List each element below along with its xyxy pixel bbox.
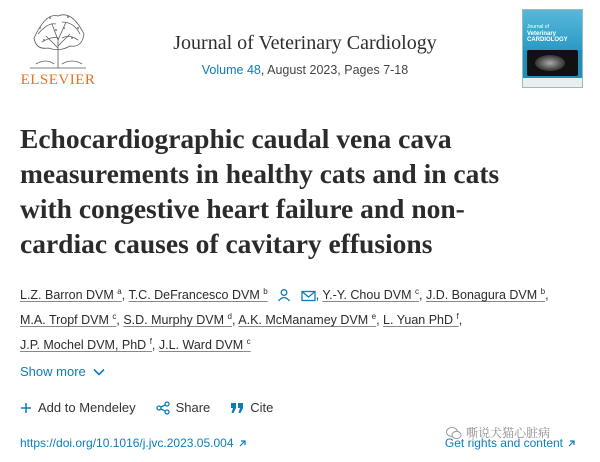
- article-actions: [20, 400, 273, 415]
- journal-title[interactable]: Journal of Veterinary Cardiology: [173, 32, 437, 54]
- author-link[interactable]: J.L. Ward DVM $^c$: [158, 337, 251, 353]
- cover-line2: Veterinary CARDIOLOGY: [527, 31, 568, 43]
- author-line: L.Z. Barron DVM $^a$, T.C. DeFrancesco DVM $^b$ , Y.-Y. Chou DVM $^c$, J.D. Bonagura DVM $^b$,: [20, 287, 549, 303]
- cover-header: [523, 10, 582, 50]
- envelope-icon[interactable]: [301, 290, 316, 302]
- share-button[interactable]: [156, 400, 211, 415]
- elsevier-tree-logo-icon: [26, 8, 90, 70]
- title-line: with congestive heart failure and non-: [20, 193, 465, 224]
- author-link[interactable]: L.Z. Barron DVM $^a$: [20, 287, 122, 303]
- show-more-label: Show more: [20, 364, 86, 379]
- add-to-mendeley-button[interactable]: [20, 400, 136, 415]
- mendeley-label: Add to Mendeley: [38, 400, 136, 415]
- author-link[interactable]: J.P. Mochel DVM, PhD $^f$: [20, 337, 152, 353]
- get-rights-link[interactable]: [445, 436, 576, 450]
- external-link-icon: [238, 439, 247, 448]
- cover-image: [527, 50, 578, 76]
- author-link[interactable]: T.C. DeFrancesco DVM $^b$: [128, 287, 268, 303]
- author-line: J.P. Mochel DVM, PhD $^f$, J.L. Ward DVM $^c$: [20, 337, 251, 353]
- article-title: [20, 121, 585, 261]
- chevron-down-icon: [92, 367, 106, 377]
- doi-text: https://doi.org/10.1016/j.jvc.2023.05.004: [20, 436, 234, 450]
- show-more-button[interactable]: [20, 364, 106, 379]
- title-line: measurements in healthy cats and in cats: [20, 158, 500, 189]
- title-line: cardiac causes of cavitary effusions: [20, 228, 433, 259]
- issue-details: , August 2023, Pages 7-18: [260, 63, 409, 77]
- doi-link[interactable]: [20, 436, 247, 450]
- cover-footer: [523, 78, 582, 88]
- rights-text: Get rights and content: [444, 436, 563, 450]
- volume-link[interactable]: Volume 48: [201, 63, 261, 77]
- author-link[interactable]: L. Yuan PhD $^f$: [383, 312, 459, 328]
- journal-cover-thumbnail[interactable]: [522, 9, 583, 88]
- cite-button[interactable]: [230, 400, 273, 415]
- author-link[interactable]: J.D. Bonagura DVM $^b$: [425, 287, 546, 303]
- watermark-text: 嘶说犬猫心脏病: [466, 426, 551, 440]
- person-icon[interactable]: [277, 288, 291, 302]
- external-link-icon: [567, 439, 576, 448]
- cite-label: Cite: [250, 400, 274, 415]
- share-icon: [156, 401, 170, 415]
- share-label: Share: [175, 400, 211, 415]
- author-link[interactable]: Y.-Y. Chou DVM $^c$: [322, 287, 420, 303]
- elsevier-logo[interactable]: [20, 8, 96, 88]
- title-line: Echocardiographic caudal vena cava: [20, 123, 452, 154]
- journal-header: [0, 0, 600, 96]
- issue-line: [140, 63, 470, 77]
- author-line: M.A. Tropf DVM $^c$, S.D. Murphy DVM $^d$, A.K. McManamey DVM $^e$, L. Yuan PhD $^f$,: [20, 312, 463, 328]
- author-link[interactable]: A.K. McManamey DVM $^e$: [238, 312, 377, 328]
- plus-icon: [20, 402, 32, 414]
- cover-line1: Journal of: [527, 24, 549, 30]
- publisher-name: ELSEVIER: [20, 72, 96, 88]
- author-link[interactable]: S.D. Murphy DVM $^d$: [123, 312, 232, 328]
- author-link[interactable]: M.A. Tropf DVM $^c$: [20, 312, 117, 328]
- quote-icon: [230, 402, 244, 414]
- author-list: [20, 281, 590, 356]
- journal-info: [140, 32, 470, 77]
